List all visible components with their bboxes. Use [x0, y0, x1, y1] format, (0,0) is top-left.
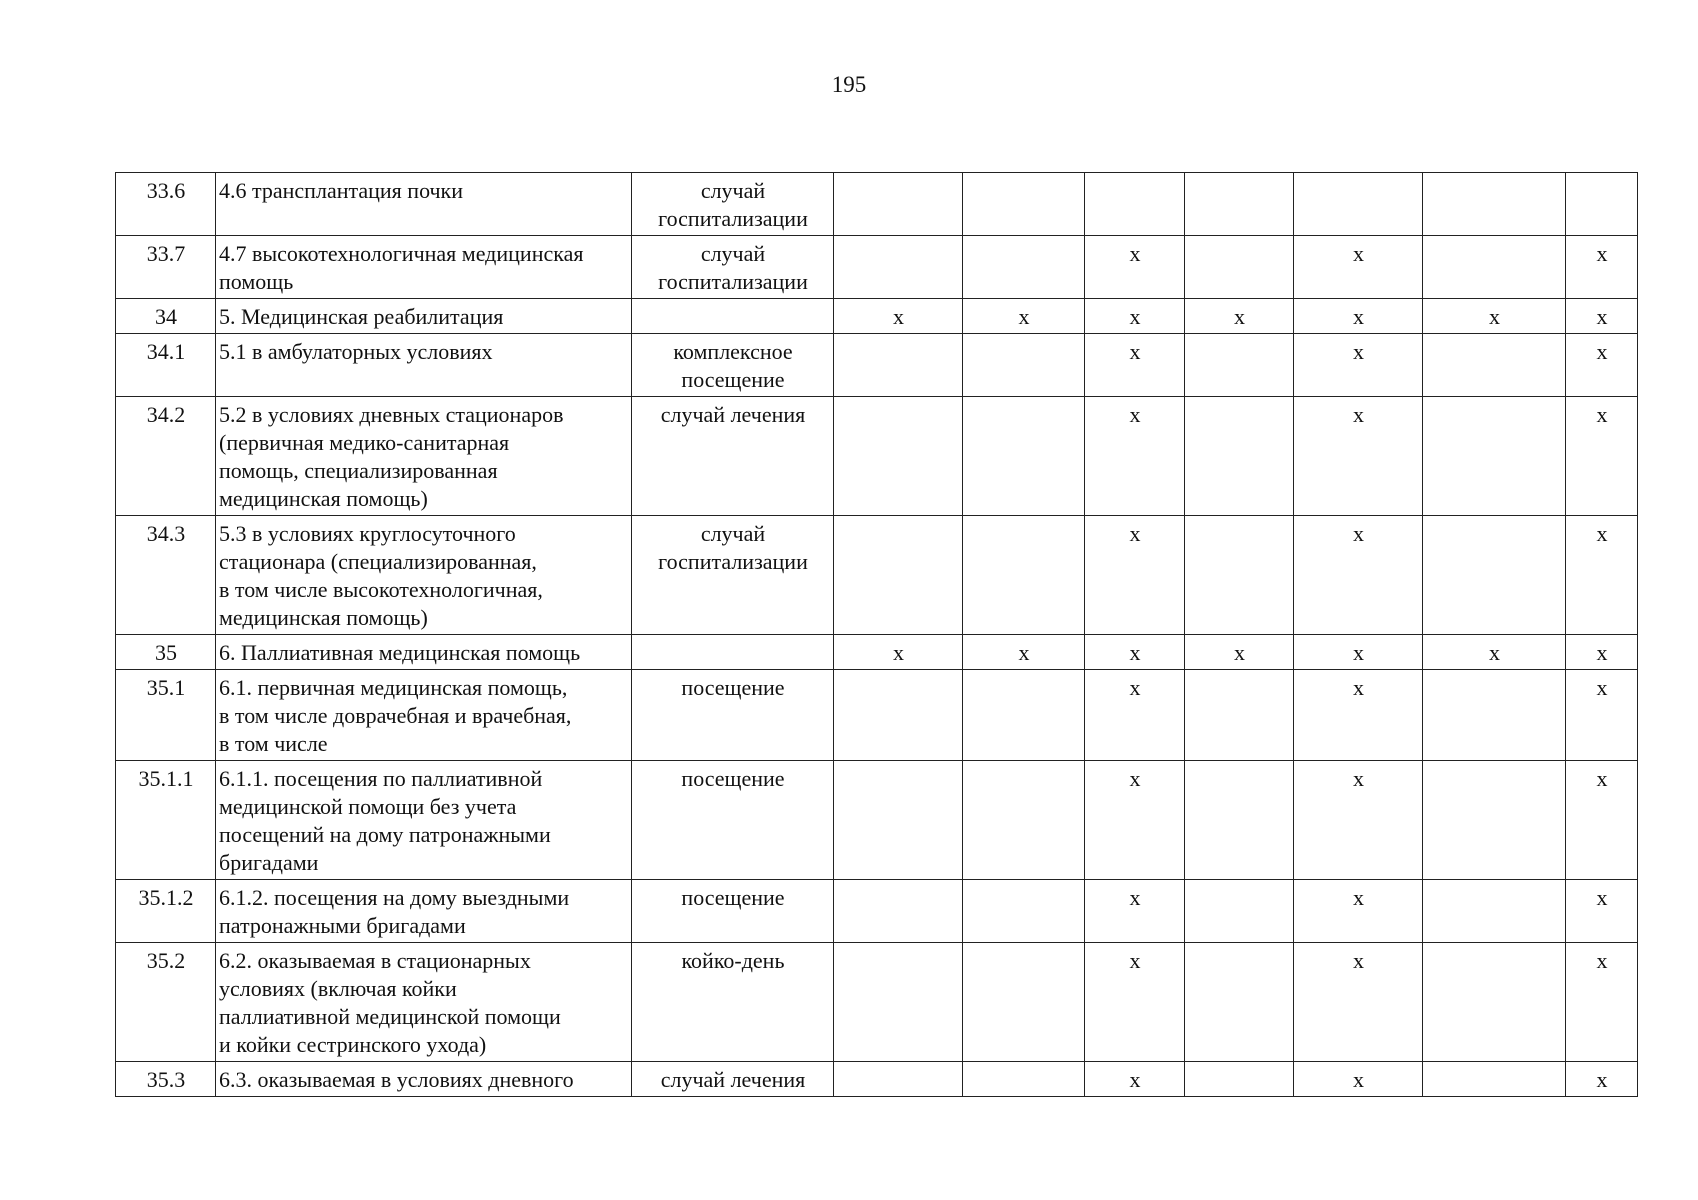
mark-cell: х	[1294, 1062, 1423, 1097]
row-unit-cell: случай госпитализации	[632, 516, 834, 635]
mark-cell: х	[1566, 516, 1638, 635]
mark-cell	[963, 516, 1085, 635]
row-name-cell: 6.1.1. посещения по паллиативной медицинской помощи без учета посещений на дому патронажными бригадами	[216, 761, 632, 880]
mark-cell: х	[1294, 943, 1423, 1062]
mark-cell	[1185, 397, 1294, 516]
row-number-cell: 35.1.1	[116, 761, 216, 880]
table-row	[116, 670, 1638, 761]
table-row	[116, 761, 1638, 880]
mark-cell	[834, 670, 963, 761]
mark-cell: х	[963, 635, 1085, 670]
row-name-cell: 5.1 в амбулаторных условиях	[216, 334, 632, 397]
mark-cell	[1185, 516, 1294, 635]
table-row	[116, 397, 1638, 516]
mark-cell: х	[1566, 1062, 1638, 1097]
row-number-cell: 34	[116, 299, 216, 334]
row-name-cell: 4.6 трансплантация почки	[216, 173, 632, 236]
mark-cell: х	[1085, 880, 1185, 943]
mark-cell	[1185, 880, 1294, 943]
mark-cell	[834, 516, 963, 635]
page-number: 195	[831, 72, 867, 97]
data-table	[115, 172, 1638, 1097]
row-unit-cell: случай госпитализации	[632, 236, 834, 299]
mark-cell: х	[1423, 635, 1566, 670]
row-name-cell: 5. Медицинская реабилитация	[216, 299, 632, 334]
mark-cell: х	[1085, 761, 1185, 880]
mark-cell	[963, 334, 1085, 397]
mark-cell: х	[1294, 236, 1423, 299]
row-unit-cell: случай лечения	[632, 1062, 834, 1097]
mark-cell: х	[1085, 236, 1185, 299]
mark-cell: х	[1085, 635, 1185, 670]
row-unit-cell: случай госпитализации	[632, 173, 834, 236]
table-row	[116, 635, 1638, 670]
row-unit-cell: посещение	[632, 670, 834, 761]
mark-cell	[1423, 880, 1566, 943]
table-body	[116, 173, 1638, 1097]
mark-cell	[1185, 1062, 1294, 1097]
mark-cell: х	[1085, 516, 1185, 635]
row-unit-cell	[632, 299, 834, 334]
table-row	[116, 173, 1638, 236]
mark-cell: х	[1185, 635, 1294, 670]
row-number-cell: 33.7	[116, 236, 216, 299]
mark-cell: х	[1294, 516, 1423, 635]
row-unit-cell: комплексное посещение	[632, 334, 834, 397]
mark-cell	[1185, 943, 1294, 1062]
mark-cell	[834, 173, 963, 236]
mark-cell	[1423, 516, 1566, 635]
row-name-cell: 6.3. оказываемая в условиях дневного	[216, 1062, 632, 1097]
mark-cell: х	[1566, 397, 1638, 516]
mark-cell	[1423, 236, 1566, 299]
row-number-cell: 35.3	[116, 1062, 216, 1097]
mark-cell	[1185, 236, 1294, 299]
mark-cell: х	[1085, 670, 1185, 761]
row-unit-cell: случай лечения	[632, 397, 834, 516]
mark-cell	[963, 1062, 1085, 1097]
row-number-cell: 34.3	[116, 516, 216, 635]
mark-cell	[1423, 173, 1566, 236]
mark-cell: х	[1294, 635, 1423, 670]
mark-cell: х	[1566, 943, 1638, 1062]
mark-cell: х	[834, 299, 963, 334]
mark-cell	[1185, 670, 1294, 761]
row-unit-cell: койко-день	[632, 943, 834, 1062]
mark-cell: х	[1566, 299, 1638, 334]
row-number-cell: 35.2	[116, 943, 216, 1062]
mark-cell	[1423, 1062, 1566, 1097]
mark-cell	[1185, 334, 1294, 397]
table-row	[116, 880, 1638, 943]
mark-cell	[963, 943, 1085, 1062]
mark-cell: х	[1085, 943, 1185, 1062]
mark-cell: х	[834, 635, 963, 670]
table-row	[116, 334, 1638, 397]
mark-cell: х	[1185, 299, 1294, 334]
mark-cell	[1085, 173, 1185, 236]
mark-cell: х	[1566, 761, 1638, 880]
mark-cell	[834, 334, 963, 397]
mark-cell: х	[1566, 670, 1638, 761]
mark-cell: х	[1294, 761, 1423, 880]
mark-cell	[1423, 761, 1566, 880]
mark-cell	[834, 397, 963, 516]
mark-cell: х	[1566, 635, 1638, 670]
row-number-cell: 35.1.2	[116, 880, 216, 943]
mark-cell	[963, 670, 1085, 761]
mark-cell	[834, 236, 963, 299]
row-unit-cell: посещение	[632, 880, 834, 943]
mark-cell: х	[1085, 299, 1185, 334]
row-unit-cell	[632, 635, 834, 670]
mark-cell: х	[1566, 236, 1638, 299]
row-name-cell: 6.1. первичная медицинская помощь, в том числе доврачебная и врачебная, в том числе	[216, 670, 632, 761]
row-name-cell: 6.1.2. посещения на дому выездными патронажными бригадами	[216, 880, 632, 943]
mark-cell	[963, 173, 1085, 236]
row-number-cell: 33.6	[116, 173, 216, 236]
table-row	[116, 1062, 1638, 1097]
mark-cell	[963, 761, 1085, 880]
row-number-cell: 35	[116, 635, 216, 670]
mark-cell: х	[1085, 334, 1185, 397]
row-name-cell: 6. Паллиативная медицинская помощь	[216, 635, 632, 670]
mark-cell	[1185, 173, 1294, 236]
mark-cell	[834, 761, 963, 880]
mark-cell	[1566, 173, 1638, 236]
mark-cell: х	[1423, 299, 1566, 334]
row-number-cell: 34.1	[116, 334, 216, 397]
mark-cell	[834, 1062, 963, 1097]
row-unit-cell: посещение	[632, 761, 834, 880]
mark-cell	[1423, 670, 1566, 761]
row-name-cell: 4.7 высокотехнологичная медицинская помощь	[216, 236, 632, 299]
mark-cell: х	[1294, 334, 1423, 397]
mark-cell	[1423, 943, 1566, 1062]
table-row	[116, 516, 1638, 635]
table-row	[116, 299, 1638, 334]
mark-cell	[1294, 173, 1423, 236]
table-row	[116, 943, 1638, 1062]
mark-cell: х	[1566, 334, 1638, 397]
row-name-cell: 5.3 в условиях круглосуточного стационара (специализированная, в том числе высокотехнологичная, медицинская помощь)	[216, 516, 632, 635]
mark-cell	[1423, 397, 1566, 516]
mark-cell: х	[1294, 299, 1423, 334]
row-name-cell: 5.2 в условиях дневных стационаров (первичная медико-санитарная помощь, специализированная медицинская помощь)	[216, 397, 632, 516]
mark-cell: х	[1085, 397, 1185, 516]
mark-cell: х	[1294, 670, 1423, 761]
mark-cell: х	[1085, 1062, 1185, 1097]
mark-cell	[963, 397, 1085, 516]
row-number-cell: 34.2	[116, 397, 216, 516]
mark-cell: х	[1294, 397, 1423, 516]
mark-cell: х	[1294, 880, 1423, 943]
mark-cell: х	[963, 299, 1085, 334]
row-name-cell: 6.2. оказываемая в стационарных условиях (включая койки паллиативной медицинской помощи и койки сестринского ухода)	[216, 943, 632, 1062]
mark-cell	[963, 880, 1085, 943]
mark-cell: х	[1566, 880, 1638, 943]
row-number-cell: 35.1	[116, 670, 216, 761]
mark-cell	[963, 236, 1085, 299]
mark-cell	[834, 943, 963, 1062]
mark-cell	[834, 880, 963, 943]
mark-cell	[1185, 761, 1294, 880]
mark-cell	[1423, 334, 1566, 397]
table-row	[116, 236, 1638, 299]
